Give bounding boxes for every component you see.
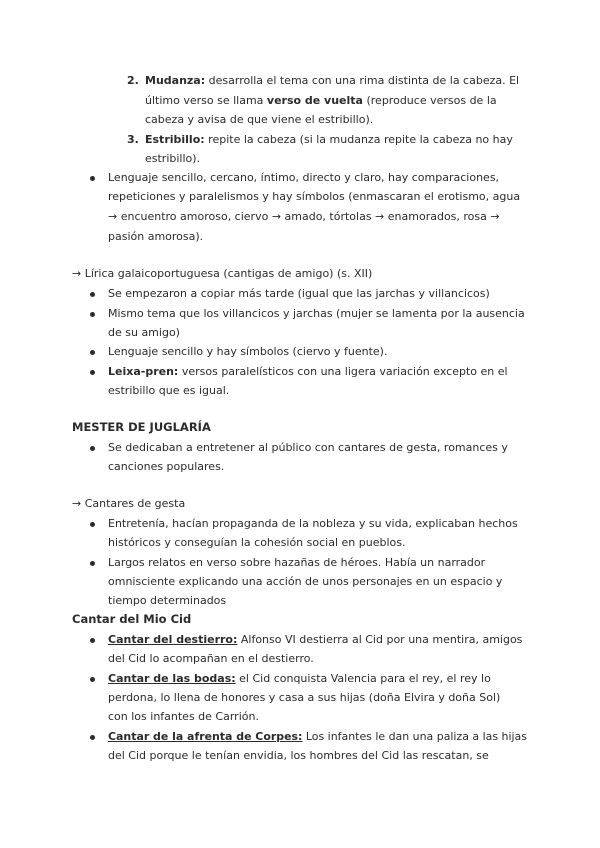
bullet-icon — [90, 312, 95, 317]
section-heading: MESTER DE JUGLARÍA — [72, 420, 211, 434]
bullet-icon — [90, 522, 95, 527]
text-line: canciones populares. — [108, 460, 225, 473]
bullet-icon — [90, 677, 95, 682]
text-line: con los infantes de Carrión. — [108, 710, 259, 723]
text-line: perdona, lo llena de honores y casa a sus hijas (doña Elvira y doña Sol) — [108, 691, 501, 704]
list-item: Se empezaron a copiar más tarde (igual que las jarchas y villancicos) — [108, 287, 490, 300]
list-item-mudanza — [145, 71, 519, 90]
list-item-leixa-pren — [108, 362, 508, 381]
list-item-cantar-afrenta — [108, 727, 527, 746]
list-item: Lenguaje sencillo y hay símbolos (ciervo y fuente). — [108, 345, 388, 358]
list-item-number: 3. — [127, 133, 139, 146]
text-line: históricos y conseguían la cohesión social en pueblos. — [108, 536, 406, 549]
text-line: pasión amorosa). — [108, 230, 204, 243]
text-line: del Cid lo acompañan en el destierro. — [108, 652, 314, 665]
term-estribillo: Estribillo: — [145, 133, 205, 146]
text-line: tiempo determinados — [108, 594, 227, 607]
text-line: estribillo). — [145, 152, 201, 165]
list-item: Se dedicaban a entretener al público con cantares de gesta, romances y — [108, 441, 508, 454]
list-item: Lenguaje sencillo, cercano, íntimo, directo y claro, hay comparaciones, — [108, 171, 500, 184]
text-line: del Cid porque le tenían envidia, los hombres del Cid las rescatan, se — [108, 749, 489, 762]
text-segment: Alfonso VI destierra al Cid por una mentira, amigos — [237, 633, 523, 646]
term-cantar-afrenta: Cantar de la afrenta de Corpes: — [108, 730, 303, 743]
text-line: desarrolla el tema con una rima distinta de la cabeza. El — [205, 74, 520, 87]
list-item-number: 2. — [127, 74, 139, 87]
text-segment: Los infantes le dan una paliza a las hijas — [302, 730, 527, 743]
term-cantar-destierro: Cantar del destierro: — [108, 633, 238, 646]
bullet-icon — [90, 735, 95, 740]
list-item-estribillo — [145, 130, 513, 149]
list-item-cantar-bodas — [108, 669, 491, 688]
text-line: repeticiones y paralelismos y hay símbolos (enmascaran el erotismo, agua — [108, 190, 521, 203]
text-segment: último verso se llama — [145, 94, 267, 107]
bullet-icon — [90, 350, 95, 355]
section-subheading: → Lírica galaicoportuguesa (cantigas de amigo) (s. XII) — [72, 267, 373, 280]
section-heading: Cantar del Mio Cid — [72, 612, 192, 626]
bullet-icon — [90, 446, 95, 451]
text-line — [145, 91, 497, 110]
list-item: Largos relatos en verso sobre hazañas de héroes. Había un narrador — [108, 556, 486, 569]
term-mudanza: Mudanza: — [145, 74, 206, 87]
term-cantar-bodas: Cantar de las bodas: — [108, 672, 236, 685]
text-line: omnisciente explicando una acción de unos personajes en un espacio y — [108, 575, 503, 588]
text-segment: repite la cabeza (si la mudanza repite la cabeza no hay — [204, 133, 513, 146]
term-verso-de-vuelta: verso de vuelta — [266, 94, 363, 107]
list-item-cantar-destierro — [108, 630, 522, 649]
text-line: estribillo que es igual. — [108, 384, 230, 397]
bullet-icon — [90, 561, 95, 566]
text-segment: el Cid conquista Valencia para el rey, el rey lo — [235, 672, 491, 685]
bullet-icon — [90, 638, 95, 643]
term-leixa-pren: Leixa-pren: — [108, 365, 179, 378]
list-item: Entretenía, hacían propaganda de la nobleza y su vida, explicaban hechos — [108, 517, 518, 530]
section-subheading: → Cantares de gesta — [72, 497, 186, 510]
bullet-icon — [90, 370, 95, 375]
text-line: → encuentro amoroso, ciervo → amado, tórtolas → enamorados, rosa → — [108, 210, 500, 223]
bullet-icon — [90, 292, 95, 297]
text-segment: (reproduce versos de la — [362, 94, 497, 107]
list-item: Mismo tema que los villancicos y jarchas (mujer se lamenta por la ausencia — [108, 307, 525, 320]
text-segment: versos paralelísticos con una ligera variación excepto en el — [178, 365, 508, 378]
text-line: cabeza y avisa de que viene el estribillo). — [145, 113, 374, 126]
text-line: de su amigo) — [108, 326, 180, 339]
bullet-icon — [90, 176, 95, 181]
